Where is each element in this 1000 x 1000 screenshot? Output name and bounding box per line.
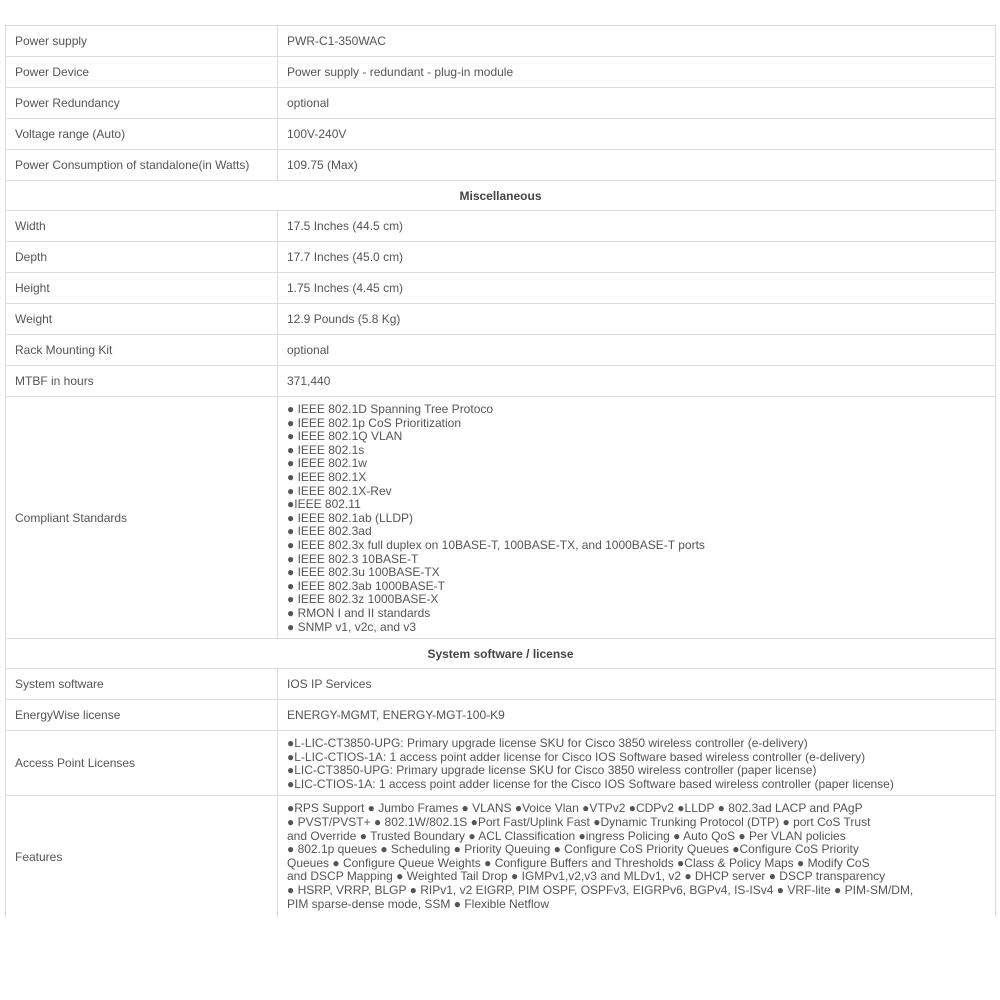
list-item: ● IEEE 802.1X [287, 469, 367, 484]
section-header-row [6, 181, 996, 211]
list-item: ● IEEE 802.3 10BASE-T [287, 551, 419, 566]
row-value: ENERGY-MGMT, ENERGY-MGT-100-K9 [278, 700, 996, 731]
list-item: ● 802.1p queues ● Scheduling ● Priority Queuing ● Configure CoS Priority Queues ●Configure CoS Priority [287, 842, 859, 857]
table-row [6, 150, 996, 181]
list-item: ● HSRP, VRRP, BLGP ● RIPv1, v2 EIGRP, PIM OSPF, OSPFv3, EIGRPv6, BGPv4, IS-ISv4 ● VRF-lite ● PIM-SM/DM, [287, 883, 914, 898]
row-value: optional [278, 335, 996, 366]
row-value: IOS IP Services [278, 669, 996, 700]
row-label: Width [6, 211, 278, 242]
table-row [6, 366, 996, 397]
section-header: System software / license [6, 639, 996, 669]
row-label: MTBF in hours [6, 366, 278, 397]
list-item: ●L-LIC-CTIOS-1A: 1 access point adder license for Cisco IOS Software based wireless controller (e-delivery) [287, 749, 866, 764]
row-value: PWR-C1-350WAC [278, 26, 996, 57]
list-item: ● PVST/PVST+ ● 802.1W/802.1S ●Port Fast/Uplink Fast ●Dynamic Trunking Protocol (DTP) ● port CoS Trust [287, 815, 871, 830]
table-row [6, 242, 996, 273]
list-item: ● IEEE 802.3x full duplex on 10BASE-T, 100BASE-TX, and 1000BASE-T ports [287, 537, 705, 552]
list-item: ● IEEE 802.3ab 1000BASE-T [287, 578, 446, 593]
list-item: ●LIC-CT3850-UPG: Primary upgrade license SKU for Cisco 3850 wireless controller (paper license) [287, 763, 817, 778]
row-value: 12.9 Pounds (5.8 Kg) [278, 304, 996, 335]
row-value: 371,440 [278, 366, 996, 397]
row-label: EnergyWise license [6, 700, 278, 731]
row-value: 100V-240V [278, 119, 996, 150]
row-value-list [278, 796, 996, 917]
list-item: ● IEEE 802.1s [287, 442, 365, 457]
list-item: ● RMON I and II standards [287, 605, 431, 620]
list-item: and Override ● Trusted Boundary ● ACL Classification ●ingress Policing ● Auto QoS ● Per VLAN policies [287, 828, 846, 843]
row-value: optional [278, 88, 996, 119]
row-label: Features [6, 796, 278, 917]
list-item: ●RPS Support ● Jumbo Frames ● VLANS ●Voice Vlan ●VTPv2 ●CDPv2 ●LLDP ● 802.3ad LACP and PAgP [287, 801, 863, 816]
table-row [6, 731, 996, 796]
list-item: ● SNMP v1, v2c, and v3 [287, 619, 417, 634]
list-item: ● IEEE 802.1D Spanning Tree Protoco [287, 402, 494, 416]
list-item: ●LIC-CTIOS-1A: 1 access point adder license for the Cisco IOS Software based wireless controller (paper license) [287, 776, 894, 791]
table-row [6, 57, 996, 88]
list-item: ● IEEE 802.1w [287, 456, 367, 471]
list-item: PIM sparse-dense mode, SSM ● Flexible Netflow [287, 896, 550, 911]
list-item: ● IEEE 802.3ad [287, 524, 372, 539]
row-value: 1.75 Inches (4.45 cm) [278, 273, 996, 304]
table-row [6, 335, 996, 366]
row-value: 109.75 (Max) [278, 150, 996, 181]
list-item: ● IEEE 802.3u 100BASE-TX [287, 565, 440, 580]
row-label: Rack Mounting Kit [6, 335, 278, 366]
table-row [6, 397, 996, 639]
list-item: Queues ● Configure Queue Weights ● Configure Buffers and Thresholds ●Class & Policy Maps ● Modify CoS [287, 855, 870, 870]
list-item: ● IEEE 802.1X-Rev [287, 483, 392, 498]
row-label: Voltage range (Auto) [6, 119, 278, 150]
row-value: Power supply - redundant - plug-in module [278, 57, 996, 88]
table-row [6, 304, 996, 335]
table-row [6, 211, 996, 242]
row-label: Height [6, 273, 278, 304]
row-label: Compliant Standards [6, 397, 278, 639]
row-label: Power Consumption of standalone(in Watts) [6, 150, 278, 181]
list-item: ●L-LIC-CT3850-UPG: Primary upgrade license SKU for Cisco 3850 wireless controller (e-delivery) [287, 736, 808, 751]
table-row [6, 273, 996, 304]
section-header: Miscellaneous [6, 181, 996, 211]
row-label: Power Redundancy [6, 88, 278, 119]
row-label: Power Device [6, 57, 278, 88]
table-row [6, 119, 996, 150]
list-item: ●IEEE 802.11 [287, 497, 361, 512]
row-label: Weight [6, 304, 278, 335]
list-item: ● IEEE 802.3z 1000BASE-X [287, 592, 439, 607]
spec-table [5, 25, 996, 917]
list-item: ● IEEE 802.1ab (LLDP) [287, 510, 413, 525]
table-row [6, 796, 996, 917]
row-value: 17.7 Inches (45.0 cm) [278, 242, 996, 273]
table-row [6, 88, 996, 119]
row-label: System software [6, 669, 278, 700]
table-row [6, 669, 996, 700]
table-row [6, 26, 996, 57]
row-value-list [278, 397, 996, 639]
list-item: ● IEEE 802.1Q VLAN [287, 429, 403, 444]
list-item: ● IEEE 802.1p CoS Prioritization [287, 415, 461, 430]
row-value: 17.5 Inches (44.5 cm) [278, 211, 996, 242]
list-item: and DSCP Mapping ● Weighted Tail Drop ● IGMPv1,v2,v3 and MLDv1, v2 ● DHCP server ● DSCP transparency [287, 869, 886, 884]
row-label: Power supply [6, 26, 278, 57]
section-header-row [6, 639, 996, 669]
row-label: Access Point Licenses [6, 731, 278, 796]
table-row [6, 700, 996, 731]
row-label: Depth [6, 242, 278, 273]
row-value-list [278, 731, 996, 796]
